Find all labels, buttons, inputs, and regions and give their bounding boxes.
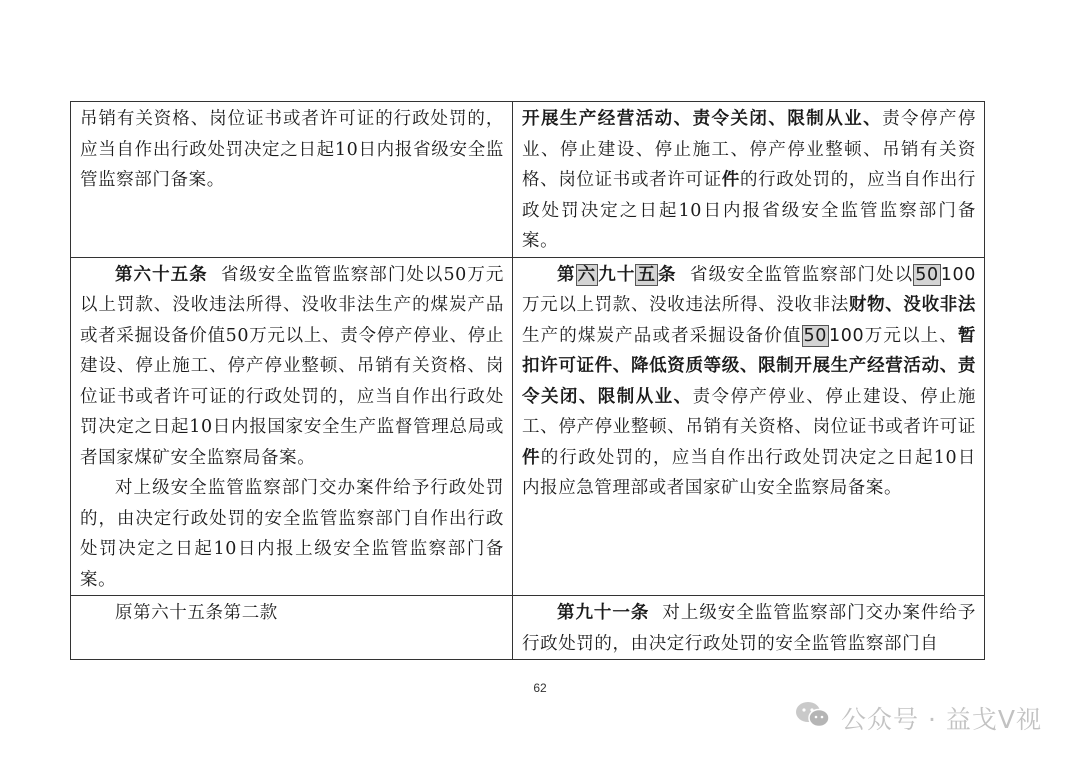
text-segment: 的行政处罚的，应当自作出行政处罚决定之日起10日内报应急管理部或者国家矿山安全监察局备案。 [522,447,976,498]
bold-added-text: 件 [522,447,541,468]
old-text: 吊销有关资格、岗位证书或者许可证的行政处罚的，应当自作出行政处罚决定之日起10日内报省级安全监管监察部门备案。 [80,109,504,190]
old-article-paragraph: 对上级安全监管监察部门交办案件给予行政处罚的，由决定行政处罚的安全监管监察部门自作出行政处罚决定之日起10日内报上级安全监管监察部门备案。 [80,478,504,590]
old-text-cell [71,102,513,258]
new-text [522,104,976,257]
comparison-table [70,101,985,660]
old-text: 原第六十五条第二款 [115,603,278,623]
deleted-highlight: 50 [915,264,939,285]
new-text-cell [513,257,985,596]
text-segment: 的行政处罚的，应当自作出行政处罚决定之日起10日内报省级安全监管监察部门备案。 [522,170,976,251]
new-text-cell [513,596,985,660]
inserted-number: 100 [828,325,865,346]
table-row [71,257,985,596]
article-title-part: 第 [557,264,576,285]
text-segment: 生产的煤炭产品或者采掘设备价值 [522,325,802,346]
article-title-part: 九十 [598,264,636,285]
page-number: 62 [533,681,547,695]
old-text-cell [71,596,513,660]
text-segment: 万元以上罚款、没收违法所得、没收非法 [522,295,849,315]
new-article [522,260,976,504]
deleted-highlight: 50 [803,325,827,346]
text-segment: 责令停产停业、停止建设、停止施工、停产停业整顿、吊销有关资格、岗位证书或者许可证 [522,109,977,190]
article-title: 第九十一条 [557,603,650,623]
article-text: 省级安全监管监察部门处以50万元以上罚款、没收违法所得、没收非法生产的煤炭产品或者采掘设备价值50万元以上、责令停产停业、停止建设、停止施工、停产停业整顿、吊销有关资格、岗位证书或者许可证的行政处罚的，应当自作出行政处罚决定之日起10日内报国家安全生产监督管理总局或者国家煤矿安全监察局备案。 [80,264,505,468]
new-article [522,598,976,659]
article-text: 对上级安全监管监察部门交办案件给予行政处罚的，由决定行政处罚的安全监管监察部门自 [522,603,976,654]
deleted-highlight: 五 [637,264,657,285]
table-row [71,596,985,660]
new-text-cell [513,102,985,258]
watermark [795,700,1042,736]
old-article [80,260,504,474]
bold-added-text: 件 [721,170,740,190]
inserted-number: 100 [940,264,976,285]
bold-added-text: 财物、没收非法 [848,295,976,315]
text-segment: 万元以上、 [864,325,958,346]
old-text-cell [71,257,513,596]
deleted-highlight: 六 [577,264,597,285]
table-row [71,102,985,258]
article-title: 第六十五条 [115,264,208,285]
text-segment: 责令停产停业、停止建设、停止施工、停产停业整顿、吊销有关资格、岗位证书或者许可证 [522,386,977,437]
bold-added-text: 开展生产经营活动、责令关闭、限制从业、 [522,109,883,129]
article-title-part: 条 [658,264,677,285]
bold-added-text: 暂扣许可证件、降低资质等级、限制开展生产经营活动、责令关闭、限制从业、 [522,325,977,407]
wechat-icon [795,700,841,736]
text-segment: 省级安全监管监察部门处以 [690,264,914,285]
watermark-text: 公众号 · 益戈V视 [841,705,1042,734]
